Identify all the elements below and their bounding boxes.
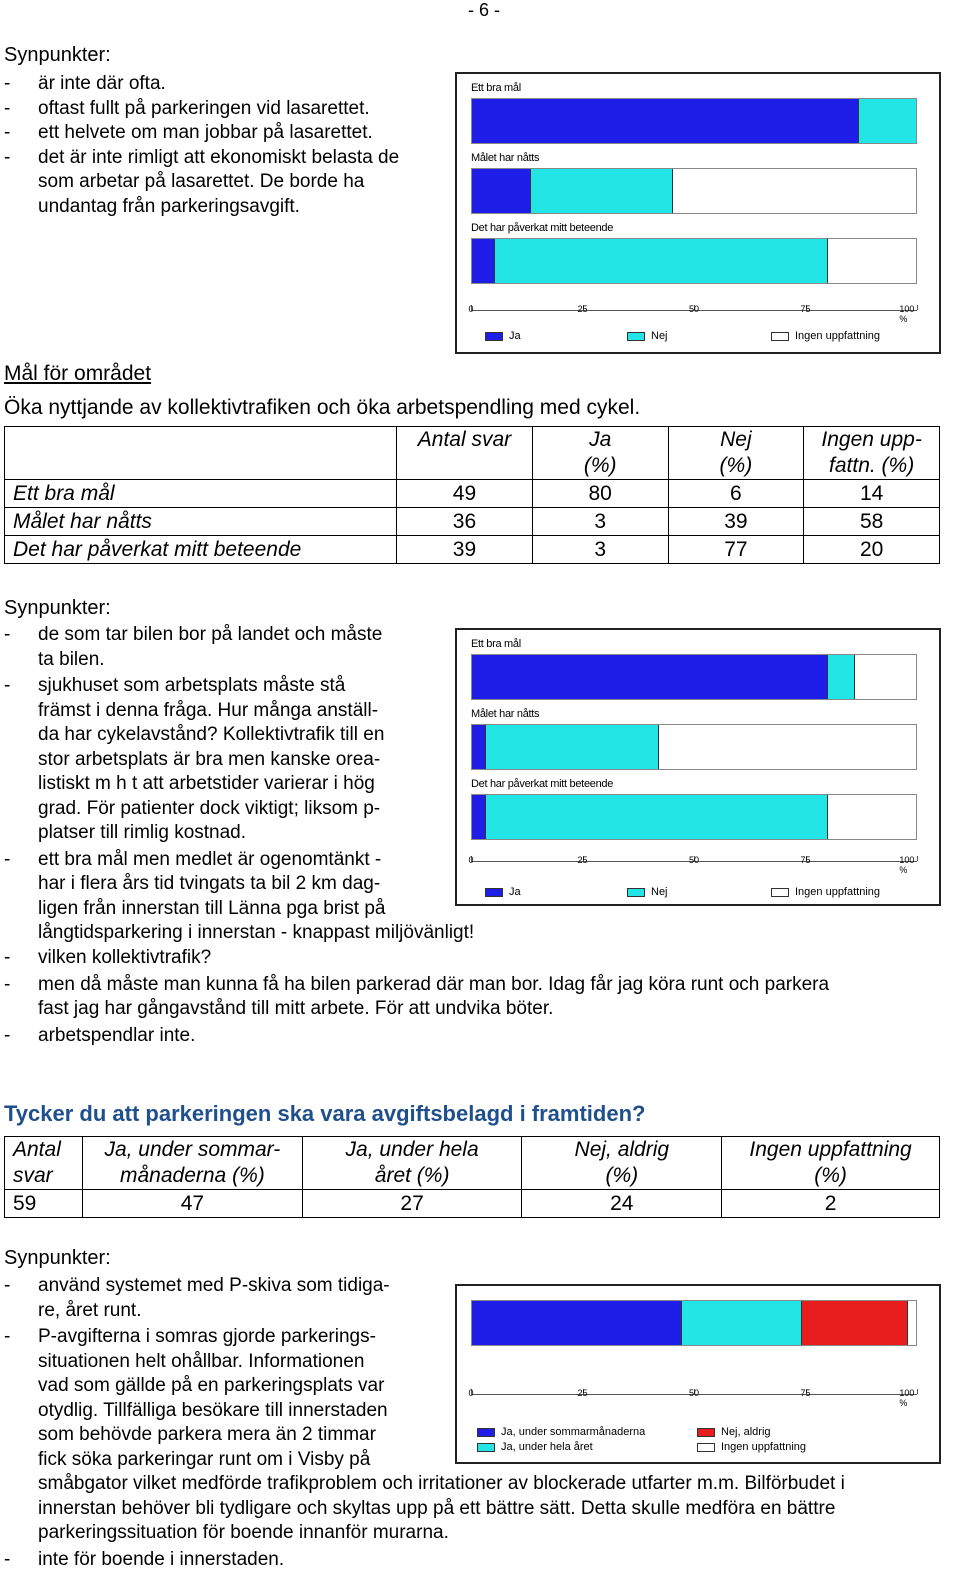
table-cell: 58 bbox=[804, 508, 940, 536]
table-header-cell: (%) bbox=[668, 453, 804, 480]
table-header-cell: Nej, aldrig bbox=[522, 1137, 722, 1164]
comment-list bbox=[0, 72, 440, 219]
legend-item bbox=[627, 886, 668, 898]
table-header-cell: året (%) bbox=[302, 1163, 522, 1190]
bar-segment bbox=[858, 99, 916, 143]
comment-item: - det är inte rimligt att ekonomiskt belasta de som arbetar på lasarettet. De borde ha undantag från parkeringsavgift. bbox=[0, 146, 440, 220]
bar-track bbox=[471, 1300, 917, 1346]
x-tick-label: 0 bbox=[468, 304, 474, 314]
bar-segment bbox=[472, 1301, 681, 1345]
legend-item bbox=[771, 886, 880, 898]
bar-segment bbox=[658, 725, 916, 769]
comment-line: da har cykelavstånd? Kollektivtrafik till en bbox=[38, 724, 385, 745]
legend-label: Nej, aldrig bbox=[721, 1426, 771, 1438]
comment-line: listiskt m h t att arbetstider varierar i hög bbox=[38, 773, 375, 794]
bar-segment bbox=[530, 169, 672, 213]
bar-category-label: Målet har nåtts bbox=[471, 708, 540, 720]
bar-segment bbox=[672, 169, 916, 213]
bar-segment bbox=[907, 1301, 916, 1345]
comment-line: re, året runt. bbox=[38, 1299, 142, 1321]
table-cell: 14 bbox=[804, 480, 940, 508]
legend-item bbox=[697, 1426, 771, 1438]
results-table bbox=[4, 426, 940, 564]
table-cell: 80 bbox=[532, 480, 668, 508]
table-cell: 6 bbox=[668, 480, 804, 508]
comment-item bbox=[0, 946, 950, 971]
bar-segment bbox=[472, 725, 485, 769]
x-tick-label: 25 bbox=[577, 304, 588, 314]
x-tick-label: 75 bbox=[800, 855, 811, 865]
bar-category-label: Ett bra mål bbox=[471, 82, 521, 94]
bar-segment bbox=[827, 239, 916, 283]
comment-line: innerstan behöver bli tydligare och skyltas upp på ett bättre sätt. Detta skulle medföra en bättre bbox=[38, 1497, 836, 1519]
x-tick-label: 0 bbox=[468, 855, 474, 865]
page-number: - 6 - bbox=[468, 0, 501, 20]
comment-line: de som tar bilen bor på landet och måste bbox=[38, 624, 383, 645]
table-row bbox=[5, 536, 940, 564]
legend-label: Ja, under sommarmånaderna bbox=[501, 1426, 646, 1438]
section-subtitle: Öka nyttjande av kollektivtrafiken och öka arbetspendling med cykel. bbox=[4, 396, 641, 419]
table-header-cell: Ja, under sommar- bbox=[82, 1137, 302, 1164]
synpunkter-heading: Synpunkter: bbox=[4, 44, 111, 66]
comment-item: - ett helvete om man jobbar på lasarettet. bbox=[0, 121, 440, 146]
bar-track bbox=[471, 98, 917, 144]
bar-segment bbox=[681, 1301, 801, 1345]
comment-line: ligen från innerstan till Länna pga brist på bbox=[38, 897, 386, 919]
legend-swatch bbox=[477, 1443, 495, 1452]
comment-line: P-avgifterna i somras gjorde parkerings- bbox=[38, 1326, 376, 1347]
bar-segment bbox=[485, 795, 827, 839]
comment-line: platser till rimlig kostnad. bbox=[38, 822, 247, 843]
table-row bbox=[5, 1190, 940, 1218]
table-row bbox=[5, 480, 940, 508]
legend-swatch bbox=[485, 888, 503, 897]
x-tick-label: 75 bbox=[800, 1388, 811, 1398]
comment-line: ta bilen. bbox=[38, 648, 105, 670]
comment-line: vad som gällde på en parkeringsplats var bbox=[38, 1375, 385, 1396]
results-table bbox=[4, 1136, 940, 1218]
legend-item bbox=[477, 1441, 593, 1453]
x-tick-label: 50 bbox=[688, 1388, 700, 1398]
table-header-cell: Antal bbox=[5, 1137, 83, 1164]
bar-segment bbox=[827, 655, 854, 699]
comment-line: inte för boende i innerstaden. bbox=[38, 1548, 285, 1570]
comment-item: - oftast fullt på parkeringen vid lasarettet. bbox=[0, 97, 440, 122]
legend-swatch bbox=[771, 888, 789, 897]
table-cell: 24 bbox=[522, 1190, 722, 1218]
bar-category-label: Målet har nåtts bbox=[471, 152, 540, 164]
comment-line: fick söka parkeringar runt om i Visby på bbox=[38, 1448, 371, 1470]
comment-line: långtidsparkering i innerstan - knappast miljövänligt! bbox=[38, 922, 475, 943]
legend-swatch bbox=[627, 888, 645, 897]
section-title: Mål för området bbox=[4, 362, 152, 385]
table-cell: 47 bbox=[82, 1190, 302, 1218]
legend-label: Nej bbox=[651, 330, 668, 342]
chart-3 bbox=[455, 1284, 941, 1464]
comment-line: arbetspendlar inte. bbox=[38, 1024, 196, 1046]
table-header-cell: Ingen uppfattning bbox=[722, 1137, 940, 1164]
chart-2 bbox=[455, 628, 941, 906]
table-cell: 3 bbox=[532, 508, 668, 536]
x-tick-label: 0 bbox=[468, 1388, 474, 1398]
table-header-cell: månaderna (%) bbox=[82, 1163, 302, 1190]
comment-item bbox=[0, 1024, 950, 1049]
x-tick-label: 25 bbox=[577, 855, 588, 865]
bar-segment bbox=[472, 99, 858, 143]
table-header-cell: Nej bbox=[668, 427, 804, 454]
table-header-cell: Antal svar bbox=[397, 427, 533, 454]
bar-segment bbox=[472, 795, 485, 839]
bar-track bbox=[471, 724, 917, 770]
table-cell: 39 bbox=[397, 536, 533, 564]
question-heading: Tycker du att parkeringen ska vara avgiftsbelagd i framtiden? bbox=[4, 1101, 646, 1126]
legend-swatch bbox=[477, 1428, 495, 1437]
comment-line: vilken kollektivtrafik? bbox=[38, 947, 212, 968]
table-cell: 3 bbox=[532, 536, 668, 564]
legend-label: Ja bbox=[509, 886, 521, 898]
table-header-cell: fattn. (%) bbox=[804, 453, 940, 480]
table-cell: 49 bbox=[397, 480, 533, 508]
comment-line: använd systemet med P-skiva som tidiga- bbox=[38, 1275, 390, 1296]
table-cell: Målet har nåtts bbox=[5, 508, 397, 536]
bar-segment bbox=[801, 1301, 908, 1345]
table-header-cell: svar bbox=[5, 1163, 83, 1190]
legend-item bbox=[485, 330, 521, 342]
comment-line: främst i denna fråga. Hur många anställ- bbox=[38, 699, 379, 721]
table-header-cell: (%) bbox=[522, 1163, 722, 1190]
synpunkter-heading: Synpunkter: bbox=[4, 1247, 111, 1269]
comment-line: ett bra mål men medlet är ogenomtänkt - bbox=[38, 848, 382, 870]
comment-line: småbgator vilket medförde trafikproblem och irritationer av blockerade utfarter m.m. Bilförbudet i bbox=[38, 1473, 845, 1494]
table-row bbox=[5, 508, 940, 536]
bar-category-label: Det har påverkat mitt beteende bbox=[471, 222, 614, 234]
bar-segment bbox=[854, 655, 916, 699]
comment-line: grad. För patienter dock viktigt; liksom p- bbox=[38, 797, 381, 819]
table-header-cell bbox=[5, 453, 397, 480]
legend-swatch bbox=[771, 332, 789, 341]
bar-segment bbox=[472, 239, 494, 283]
comment-line: otydlig. Tillfälliga besökare till innerstaden bbox=[38, 1399, 388, 1421]
bar-track bbox=[471, 238, 917, 284]
bar-segment bbox=[485, 725, 658, 769]
bar-segment bbox=[472, 169, 530, 213]
table-cell: 77 bbox=[668, 536, 804, 564]
legend-item bbox=[485, 886, 521, 898]
table-cell: 20 bbox=[804, 536, 940, 564]
bar-segment bbox=[472, 655, 827, 699]
legend-swatch bbox=[485, 332, 503, 341]
bar-category-label: Ett bra mål bbox=[471, 638, 521, 650]
comment-line: har i flera års tid tvingats ta bil 2 km dag- bbox=[38, 873, 381, 894]
x-tick-label: 25 bbox=[577, 1388, 588, 1398]
x-tick-label: 100 % bbox=[899, 855, 915, 875]
table-header-cell: Ingen upp- bbox=[804, 427, 940, 454]
legend-item bbox=[697, 1441, 806, 1453]
chart-1 bbox=[455, 72, 941, 354]
bar-segment bbox=[827, 795, 916, 839]
legend-label: Ingen uppfattning bbox=[795, 330, 881, 342]
table-cell: 39 bbox=[668, 508, 804, 536]
table-header-cell: (%) bbox=[722, 1163, 940, 1190]
legend-swatch bbox=[697, 1428, 715, 1437]
comment-line: fast jag har gångavstånd till mitt arbete. För att undvika böter. bbox=[38, 998, 554, 1019]
table-cell: 59 bbox=[5, 1190, 83, 1218]
legend-swatch bbox=[697, 1443, 715, 1452]
comment-line: sjukhuset som arbetsplats måste stå bbox=[38, 675, 346, 696]
x-tick-label: 50 bbox=[688, 855, 700, 865]
comment-item: - är inte där ofta. bbox=[0, 72, 440, 97]
legend-item bbox=[627, 330, 668, 342]
x-tick-label: 75 bbox=[800, 304, 811, 314]
table-header-cell bbox=[397, 453, 533, 480]
comment-item bbox=[0, 973, 950, 1022]
table-cell: Det har påverkat mitt beteende bbox=[5, 536, 397, 564]
comment-line: stor arbetsplats är bra men kanske orea- bbox=[38, 748, 381, 770]
table-header-cell: (%) bbox=[532, 453, 668, 480]
bar-category-label: Det har påverkat mitt beteende bbox=[471, 778, 614, 790]
comment-line: situationen helt ohållbar. Informationen bbox=[38, 1350, 365, 1372]
table-header-cell: Ja, under hela bbox=[302, 1137, 522, 1164]
legend-item bbox=[771, 330, 880, 342]
legend-item bbox=[477, 1426, 645, 1438]
x-tick-label: 50 bbox=[688, 304, 700, 314]
table-header-cell bbox=[5, 427, 397, 454]
bar-track bbox=[471, 654, 917, 700]
table-cell: 2 bbox=[722, 1190, 940, 1218]
legend-label: Ja bbox=[509, 330, 521, 342]
legend-label: Ingen uppfattning bbox=[721, 1441, 807, 1453]
comment-item bbox=[0, 1548, 950, 1573]
x-tick-label: 100 % bbox=[899, 1388, 915, 1408]
legend-label: Nej bbox=[651, 886, 668, 898]
comment-line: som behövde parkera mera än 2 timmar bbox=[38, 1424, 376, 1445]
bar-segment bbox=[494, 239, 827, 283]
table-cell: 36 bbox=[397, 508, 533, 536]
table-cell: Ett bra mål bbox=[5, 480, 397, 508]
legend-label: Ja, under hela året bbox=[501, 1441, 593, 1453]
table-header-cell: Ja bbox=[532, 427, 668, 454]
bar-track bbox=[471, 794, 917, 840]
x-tick-label: 100 % bbox=[899, 304, 915, 324]
synpunkter-heading: Synpunkter: bbox=[4, 597, 111, 619]
table-cell: 27 bbox=[302, 1190, 522, 1218]
bar-track bbox=[471, 168, 917, 214]
comment-list bbox=[0, 946, 950, 1048]
legend-label: Ingen uppfattning bbox=[795, 886, 881, 898]
legend-swatch bbox=[627, 332, 645, 341]
comment-line: men då måste man kunna få ha bilen parkerad där man bor. Idag får jag köra runt och parkera bbox=[38, 973, 830, 995]
comment-line: parkeringssituation för boende innanför murarna. bbox=[38, 1522, 449, 1543]
